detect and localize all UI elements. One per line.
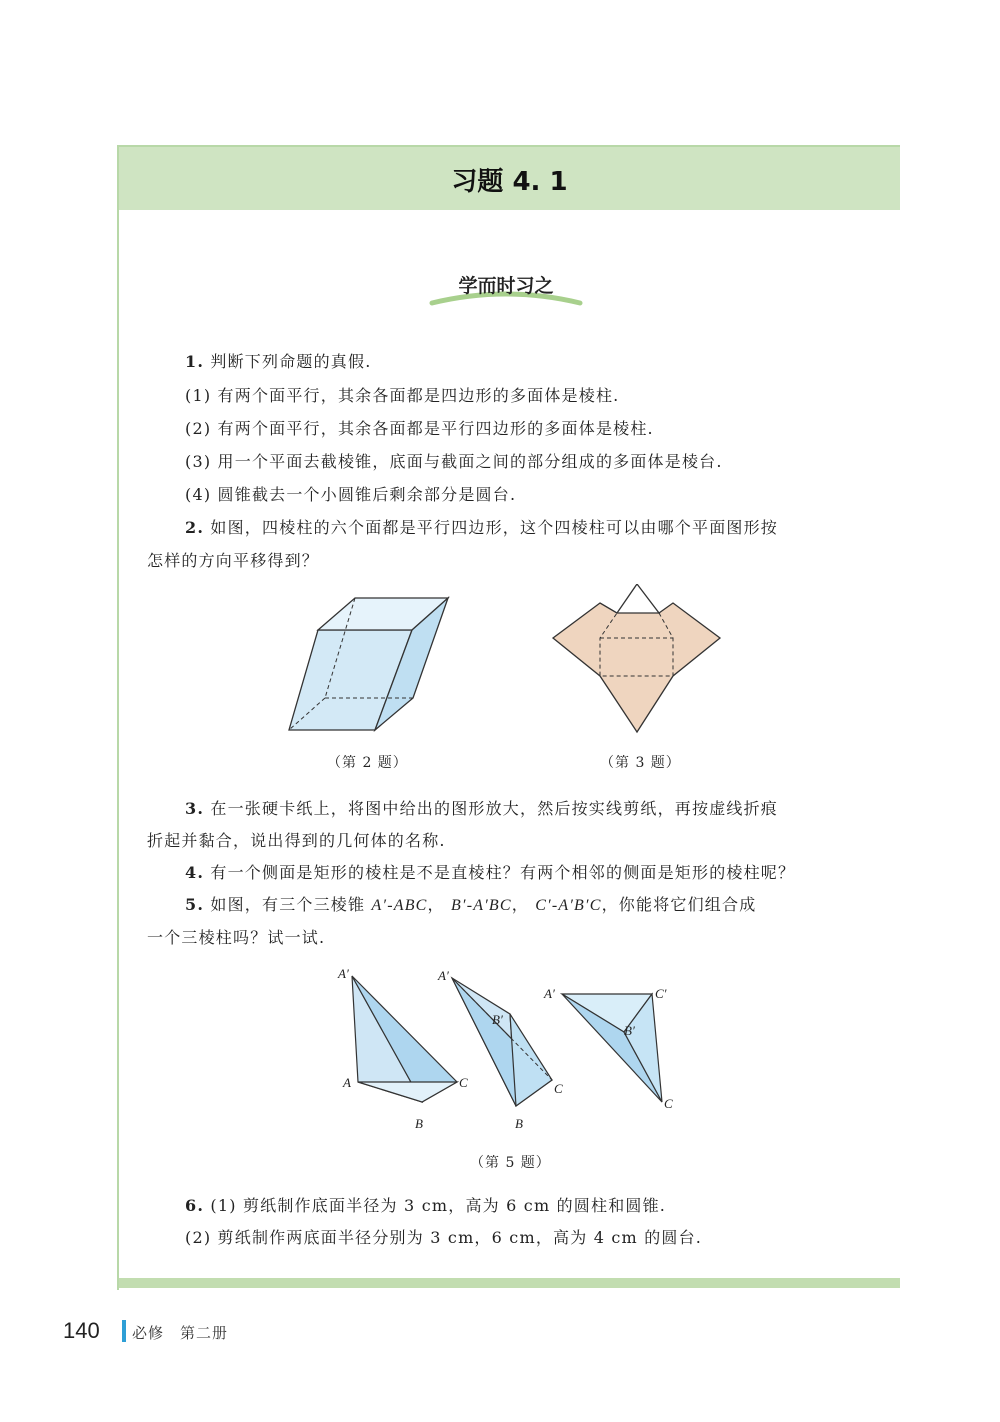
fig2-prism: [285, 590, 465, 740]
q1-item-3: (3) 用一个平面去截棱锥，底面与截面之间的部分组成的多面体是棱台.: [185, 452, 723, 471]
q1-item-4: (4) 圆锥截去一个小圆锥后剩余部分是圆台.: [185, 485, 517, 504]
q1-item-2: (2) 有两个面平行，其余各面都是平行四边形的多面体是棱柱.: [185, 419, 654, 438]
q1-text: 判断下列命题的真假.: [210, 352, 372, 371]
fig3-caption: （第 3 题）: [600, 755, 681, 771]
net-outline: [553, 584, 720, 732]
bottom-bar: [119, 1278, 900, 1288]
q5-text-pre: 如图，有三个三棱锥: [210, 895, 366, 914]
q6-number: 6.: [185, 1196, 205, 1215]
page-number: 140: [63, 1318, 100, 1343]
q3-line-2: 折起并黏合，说出得到的几何体的名称.: [147, 831, 446, 850]
pyr3-label-c: C: [664, 1096, 673, 1111]
book-title: 必修 第二册: [132, 1324, 229, 1342]
q3-text-1: 在一张硬卡纸上，将图中给出的图形放大，然后按实线剪纸，再按虚线折痕: [210, 799, 779, 818]
q5-pyramid-2: B′-A′BC: [451, 897, 512, 914]
section-title: 习题 4. 1: [451, 167, 568, 197]
pyr1-label-c: C: [459, 1075, 468, 1090]
footer-accent-bar: [122, 1320, 126, 1342]
title-bar: [119, 145, 900, 210]
q4-line: [185, 856, 795, 890]
pyr2-label-c: C: [554, 1081, 563, 1096]
pyr2-label-b: B: [515, 1116, 523, 1131]
pyr1-label-aprime: A′: [338, 966, 349, 981]
fig5-caption: （第 5 题）: [470, 1155, 551, 1171]
q5-line-1: [185, 888, 756, 923]
q5-line-2: 一个三棱柱吗？试一试.: [147, 928, 326, 947]
q6-line-2: (2) 剪纸制作两底面半径分别为 3 cm，6 cm，高为 4 cm 的圆台.: [185, 1228, 703, 1247]
q1-item-1: (1) 有两个面平行，其余各面都是四边形的多面体是棱柱.: [185, 386, 620, 405]
q5-number: 5.: [185, 895, 205, 914]
pyr3-label-cprime: C′: [655, 986, 667, 1001]
q3-number: 3.: [185, 799, 205, 818]
net-cut-1: [617, 584, 637, 613]
pyr3-label-aprime: A′: [544, 986, 555, 1001]
q5-sep-1: ，: [427, 895, 445, 914]
q4-number: 4.: [185, 863, 205, 882]
fig2-caption: （第 2 题）: [327, 755, 408, 771]
q5-pyramid-1: A′-ABC: [371, 897, 428, 914]
q2-line-2: 怎样的方向平移得到？: [147, 551, 320, 570]
q2-text-1: 如图，四棱柱的六个面都是平行四边形，这个四棱柱可以由哪个平面图形按: [210, 518, 779, 537]
q5-sep-2: ，: [511, 895, 529, 914]
pyr1-label-a: A: [343, 1075, 351, 1090]
q2-line-1: [185, 511, 778, 545]
pyr2-face-back: [510, 1014, 552, 1106]
pyr2-label-bprime: B′: [492, 1012, 503, 1027]
q2-number: 2.: [185, 518, 205, 537]
q6-text-1: (1) 剪纸制作底面半径为 3 cm，高为 6 cm 的圆柱和圆锥.: [210, 1196, 667, 1215]
fig5-pyramids: [330, 962, 700, 1142]
q5-pyramid-3: C′-A′B′C: [535, 897, 602, 914]
q3-line-1: [185, 792, 778, 826]
q6-line-1: [185, 1189, 666, 1223]
fig3-net: [550, 584, 725, 734]
q1-number: 1.: [185, 352, 205, 371]
q5-text-post: ，你能将它们组合成: [601, 895, 757, 914]
pyr1-label-b: B: [415, 1116, 423, 1131]
pyr3-label-bprime: B′: [624, 1023, 635, 1038]
q1-stem: [185, 345, 372, 379]
subtitle: 学而时习之: [458, 275, 554, 297]
subtitle-banner: [426, 267, 586, 313]
pyr1-base: [358, 1082, 457, 1102]
pyr2-label-aprime: A′: [438, 968, 449, 983]
q4-text: 有一个侧面是矩形的棱柱是不是直棱柱？有两个相邻的侧面是矩形的棱柱呢？: [210, 863, 796, 882]
